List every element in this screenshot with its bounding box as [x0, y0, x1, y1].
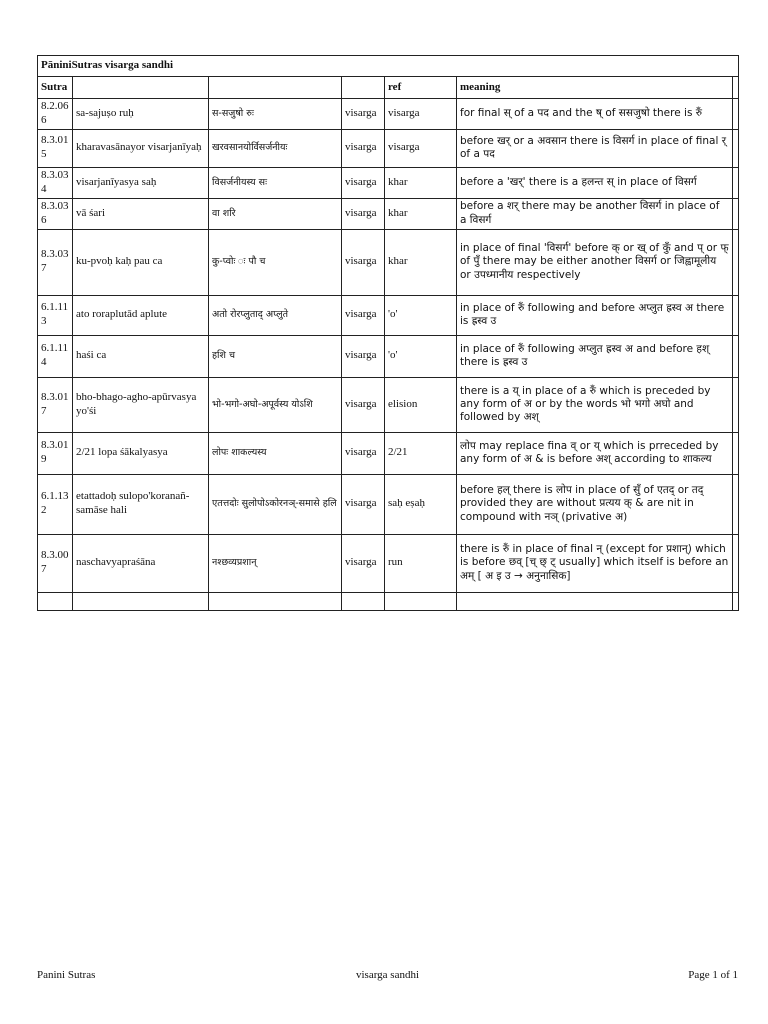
sutra-meaning: in place of रुँ following and before अप्लुत ह्रस्व अ there is ह्रस्व उ: [457, 295, 733, 335]
sutra-devanagari: वा शरि: [209, 198, 342, 229]
empty-cell: [38, 592, 73, 610]
spacer-cell: [733, 167, 739, 198]
table-row: [38, 534, 739, 592]
footer-left: Panini Sutras: [37, 969, 96, 981]
sutra-transliteration: sa-sajuṣo ruḥ: [73, 99, 209, 130]
sutra-type: visarga: [342, 129, 385, 167]
sutra-transliteration: etattadoḥ sulopo'koranañ-samāse hali: [73, 474, 209, 534]
table-row: [38, 129, 739, 167]
sutra-meaning: लोप may replace fina व् or य् which is prreceded by any form of अ & is before अश् according to शाकल्य: [457, 432, 733, 474]
sutra-number: 6.1.132: [38, 474, 73, 534]
sutra-meaning: before a 'खर्' there is a हलन्त स् in place of विसर्ग: [457, 167, 733, 198]
empty-cell: [73, 592, 209, 610]
sutra-ref: khar: [385, 167, 457, 198]
header-sutra: Sutra: [38, 77, 73, 99]
sutra-type: visarga: [342, 198, 385, 229]
sutra-ref: run: [385, 534, 457, 592]
header-blank-1: [73, 77, 209, 99]
sutra-devanagari: विसर्जनीयस्य सः: [209, 167, 342, 198]
sutra-devanagari: कु-प्वोः ः पौ च: [209, 229, 342, 295]
sutra-transliteration: naschavyapraśāna: [73, 534, 209, 592]
sutra-number: 6.1.113: [38, 295, 73, 335]
sutra-transliteration: haśi ca: [73, 335, 209, 377]
header-ref: ref: [385, 77, 457, 99]
sutra-meaning: before हल् there is लोप in place of सुँ of एतद् or तद् provided they are without प्रत्यय क् & are nit in compound with नञ् (privative अ): [457, 474, 733, 534]
sutra-type: visarga: [342, 335, 385, 377]
sutra-meaning: for final स् of a पद and the ष् of ससजुषो there is रुँ: [457, 99, 733, 130]
sutra-transliteration: vā śari: [73, 198, 209, 229]
spacer-cell: [733, 534, 739, 592]
empty-cell: [385, 592, 457, 610]
table-row: [38, 167, 739, 198]
sutra-type: visarga: [342, 432, 385, 474]
spacer-cell: [733, 129, 739, 167]
sutra-type: visarga: [342, 167, 385, 198]
table-row: [38, 335, 739, 377]
sutra-number: 8.2.066: [38, 99, 73, 130]
sutra-devanagari: भो-भगो-अघो-अपूर्वस्य योऽशि: [209, 377, 342, 432]
sutra-transliteration: ku-pvoḥ kaḥ pau ca: [73, 229, 209, 295]
sutra-number: 8.3.007: [38, 534, 73, 592]
sutra-number: 8.3.017: [38, 377, 73, 432]
empty-cell: [209, 592, 342, 610]
sutra-sheet: [37, 55, 738, 611]
empty-cell: [342, 592, 385, 610]
table-row: [38, 377, 739, 432]
sutra-number: 8.3.034: [38, 167, 73, 198]
empty-cell: [457, 592, 733, 610]
sutra-type: visarga: [342, 99, 385, 130]
sutra-type: visarga: [342, 295, 385, 335]
spacer-cell: [733, 99, 739, 130]
sutra-transliteration: ato roraplutād aplute: [73, 295, 209, 335]
sutra-ref: 'o': [385, 295, 457, 335]
sutra-devanagari: अतो रोरप्लुताद् अप्लुते: [209, 295, 342, 335]
sutra-transliteration: visarjanīyasya saḥ: [73, 167, 209, 198]
header-row: [38, 77, 739, 99]
sutra-devanagari: स-सजुषो रुः: [209, 99, 342, 130]
sutra-ref: elision: [385, 377, 457, 432]
header-blank-6: [733, 77, 739, 99]
table-row: [38, 295, 739, 335]
sutra-devanagari: खरवसानयोर्विसर्जनीयः: [209, 129, 342, 167]
sutra-ref: 2/21: [385, 432, 457, 474]
sutra-ref: khar: [385, 229, 457, 295]
sutra-ref: khar: [385, 198, 457, 229]
sutra-transliteration: 2/21 lopa śākalyasya: [73, 432, 209, 474]
sutra-devanagari: नश्छव्यप्रशान्: [209, 534, 342, 592]
sutra-transliteration: bho-bhago-agho-apūrvasya yo'śi: [73, 377, 209, 432]
sutra-meaning: before a शर् there may be another विसर्ग in place of a विसर्ग: [457, 198, 733, 229]
sutra-number: 8.3.019: [38, 432, 73, 474]
header-meaning: meaning: [457, 77, 733, 99]
header-blank-3: [342, 77, 385, 99]
sutra-type: visarga: [342, 229, 385, 295]
spacer-cell: [733, 229, 739, 295]
spacer-cell: [733, 377, 739, 432]
sutra-meaning: in place of final 'विसर्ग' before क् or ख् of कुँ and प् or फ् of पुँ there may be either another विसर्ग or जिह्वामूलीय or उपध्मानीय respectively: [457, 229, 733, 295]
spacer-cell: [733, 198, 739, 229]
table-row: [38, 229, 739, 295]
sutra-type: visarga: [342, 534, 385, 592]
sutra-meaning: before खर् or a अवसान there is विसर्ग in place of final र् of a पद: [457, 129, 733, 167]
spacer-cell: [733, 474, 739, 534]
spacer-cell: [733, 295, 739, 335]
table-row: [38, 474, 739, 534]
sutra-devanagari: लोपः शाकल्यस्य: [209, 432, 342, 474]
sutra-meaning: there is a य् in place of a रुँ which is preceded by any form of अ or by the words भो भगो अघो and followed by अश्: [457, 377, 733, 432]
sutra-table: [37, 55, 739, 611]
header-blank-2: [209, 77, 342, 99]
sheet-title: PāniniSutras visarga sandhi: [38, 56, 739, 77]
spacer-cell: [733, 432, 739, 474]
sutra-ref: visarga: [385, 129, 457, 167]
table-row: [38, 198, 739, 229]
sutra-number: 8.3.037: [38, 229, 73, 295]
table-row: [38, 99, 739, 130]
sutra-transliteration: kharavasānayor visarjanīyaḥ: [73, 129, 209, 167]
empty-row: [38, 592, 739, 610]
footer-center: visarga sandhi: [355, 969, 420, 981]
sutra-meaning: there is रुँ in place of final न् (except for प्रशान्) which is before छव् [च् छ् ट् usually] which itself is before an अम् [ अ इ उ → अनुनासिक]: [457, 534, 733, 592]
footer-right: Page 1 of 1: [688, 969, 738, 981]
sutra-meaning: in place of रुँ following अप्लुत ह्रस्व अ and before हश् there is ह्रस्व उ: [457, 335, 733, 377]
sutra-devanagari: हशि च: [209, 335, 342, 377]
sutra-number: 8.3.015: [38, 129, 73, 167]
empty-cell: [733, 592, 739, 610]
table-row: [38, 432, 739, 474]
spacer-cell: [733, 335, 739, 377]
sutra-ref: visarga: [385, 99, 457, 130]
sutra-type: visarga: [342, 474, 385, 534]
sutra-type: visarga: [342, 377, 385, 432]
title-row: [38, 56, 739, 77]
sutra-ref: 'o': [385, 335, 457, 377]
sutra-devanagari: एतत्तदोः सुलोपोऽकोरनञ्-समासे हलि: [209, 474, 342, 534]
sutra-number: 8.3.036: [38, 198, 73, 229]
sutra-number: 6.1.114: [38, 335, 73, 377]
sutra-ref: saḥ eṣaḥ: [385, 474, 457, 534]
